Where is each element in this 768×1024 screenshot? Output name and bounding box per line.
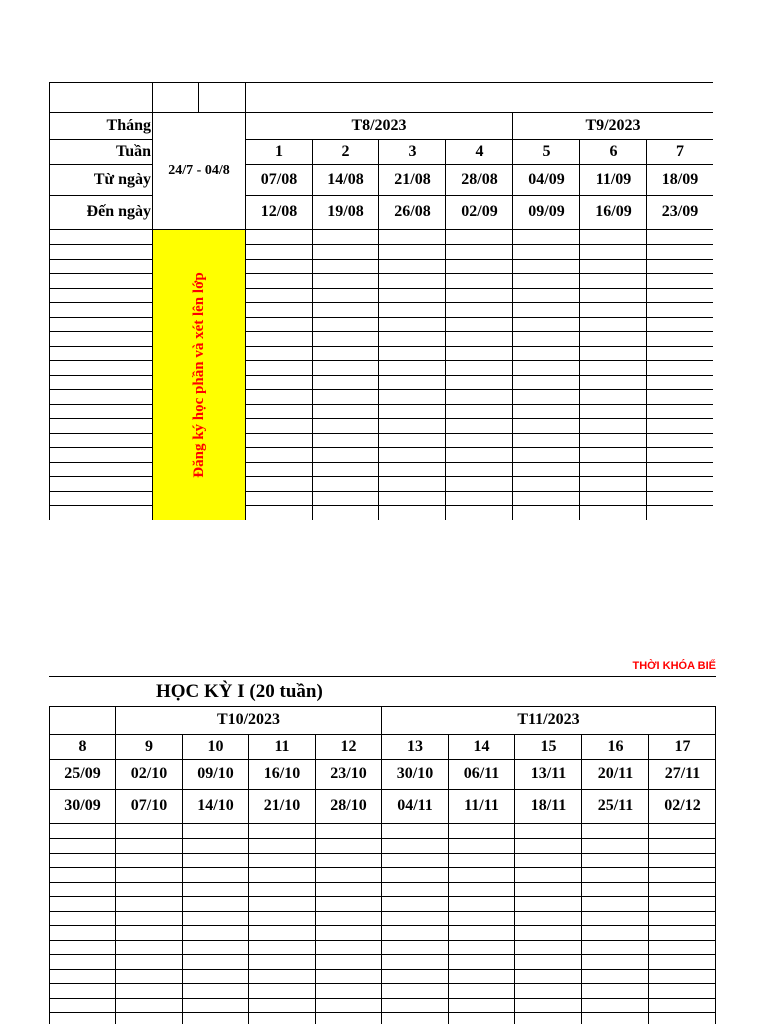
timetable-note: THỜI KHÓA BIỂ xyxy=(632,660,716,672)
row-label-from-date: Từ ngày xyxy=(93,170,151,188)
week-number: 7 xyxy=(676,142,684,160)
semester-title: HỌC KỲ I (20 tuần) xyxy=(156,681,323,702)
week-end-date: 25/11 xyxy=(597,797,634,814)
week-number: 17 xyxy=(674,737,691,755)
week-number: 9 xyxy=(145,737,153,755)
week-end-date: 16/09 xyxy=(595,203,632,220)
week-start-date: 30/10 xyxy=(396,765,434,782)
week-start-date: 18/09 xyxy=(661,170,699,188)
week-start-date: 21/08 xyxy=(394,170,431,188)
week-start-date: 07/08 xyxy=(260,170,298,188)
month-header: T10/2023 xyxy=(216,711,281,728)
week-start-date: 27/11 xyxy=(664,765,701,782)
week-number: 15 xyxy=(540,737,557,755)
week-end-date: 14/10 xyxy=(197,797,234,814)
week-number: 10 xyxy=(207,737,224,755)
week-number: 12 xyxy=(340,737,357,755)
week-number: 3 xyxy=(408,142,417,160)
week-start-date: 13/11 xyxy=(530,765,567,782)
week-end-date: 02/09 xyxy=(461,203,498,220)
row-label-month: Tháng xyxy=(106,116,151,134)
week-number: 6 xyxy=(609,142,618,160)
week-end-date: 30/09 xyxy=(64,797,101,814)
row-label-to-date: Đến ngày xyxy=(86,203,151,220)
week-number: 8 xyxy=(78,737,87,755)
week-number: 14 xyxy=(473,737,490,755)
week-start-date: 06/11 xyxy=(463,765,500,782)
week-number: 4 xyxy=(475,142,484,160)
week-start-date: 04/09 xyxy=(528,170,565,188)
week-start-date: 25/09 xyxy=(64,765,101,782)
week-end-date: 12/08 xyxy=(260,203,298,220)
week-end-date: 07/10 xyxy=(130,797,168,814)
week-end-date: 21/10 xyxy=(263,797,301,814)
preliminary-period: 24/7 - 04/8 xyxy=(168,162,230,178)
week-end-date: 09/09 xyxy=(528,203,565,220)
month-header: T11/2023 xyxy=(517,711,580,728)
month-header: T9/2023 xyxy=(585,116,641,134)
week-number: 13 xyxy=(407,737,423,755)
week-end-date: 23/09 xyxy=(661,203,699,220)
week-end-date: 11/11 xyxy=(464,797,499,814)
week-number: 5 xyxy=(542,142,551,160)
row-label-week: Tuần xyxy=(116,142,151,160)
week-end-date: 19/08 xyxy=(327,203,364,220)
week-start-date: 14/08 xyxy=(327,170,364,188)
week-start-date: 20/11 xyxy=(597,765,634,782)
week-number: 11 xyxy=(274,737,290,755)
registration-note: Đăng ký học phần và xét lên lớp xyxy=(191,272,207,478)
week-start-date: 09/10 xyxy=(197,765,234,782)
week-end-date: 02/12 xyxy=(664,797,701,814)
week-number: 1 xyxy=(275,142,283,160)
week-start-date: 11/09 xyxy=(595,170,632,188)
week-end-date: 26/08 xyxy=(394,203,431,220)
month-header: T8/2023 xyxy=(351,116,407,134)
week-end-date: 28/10 xyxy=(330,797,367,814)
week-number: 2 xyxy=(341,142,350,160)
week-start-date: 02/10 xyxy=(130,765,168,782)
week-number: 16 xyxy=(607,737,624,755)
week-start-date: 23/10 xyxy=(330,765,367,782)
week-end-date: 04/11 xyxy=(397,797,433,814)
week-start-date: 16/10 xyxy=(263,765,301,782)
week-end-date: 18/11 xyxy=(530,797,567,814)
week-start-date: 28/08 xyxy=(461,170,498,188)
